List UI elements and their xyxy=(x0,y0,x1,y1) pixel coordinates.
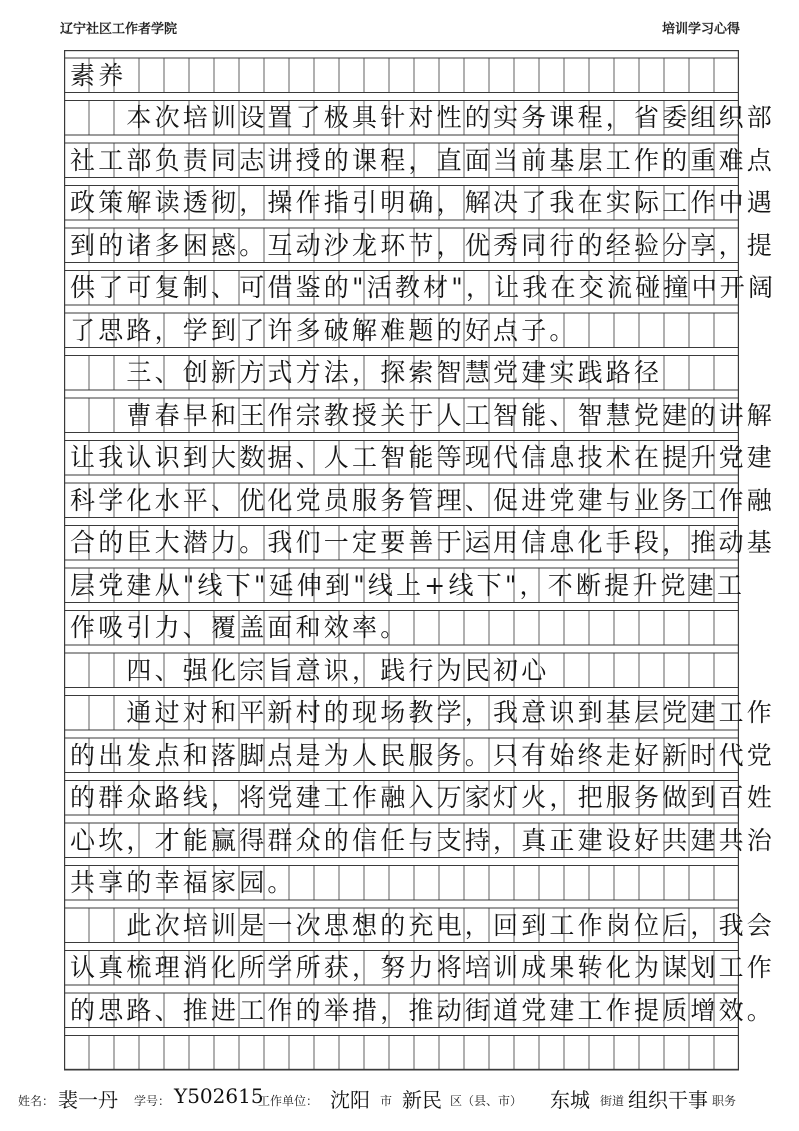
text-line: 心坎，才能赢得群众的信任与支持，真正建设好共建共治 xyxy=(70,825,776,855)
text-line: 此次培训是一次思想的充电，回到工作岗位后，我会 xyxy=(70,910,776,940)
unit-label: 工作单位： xyxy=(258,1094,319,1108)
city-label: 市 xyxy=(380,1094,393,1108)
text-line: 本次培训设置了极具针对性的实务课程，省委组织部 xyxy=(70,103,776,132)
text-line: 层党建从"线下"延伸到"线上+线下"，不断提升党建工 xyxy=(70,570,746,600)
text-line: 曹春早和王作宗教授关于人工智能、智慧党建的讲解 xyxy=(70,400,776,430)
id-value: Y502615 xyxy=(174,1084,264,1108)
name-value: 裴一丹 xyxy=(58,1088,118,1112)
text-line: 的思路、推进工作的举措，推动街道党建工作提质增效。 xyxy=(70,995,776,1025)
text-line: 作吸引力、覆盖面和效率。 xyxy=(70,613,409,642)
institute-name: 辽宁社区工作者学院 xyxy=(60,22,178,37)
name-label: 姓名： xyxy=(18,1094,55,1108)
text-line: 三、创新方式方法，探索智慧党建实践路径 xyxy=(70,358,663,387)
text-line: 供了可复制、可借鉴的"活教材"，让我在交流碰撞中开阔 xyxy=(70,273,777,302)
position-label: 职务 xyxy=(712,1094,737,1108)
city-value: 沈阳 xyxy=(330,1088,370,1112)
document-type: 培训学习心得 xyxy=(661,22,740,37)
text-line: 社工部负责同志讲授的课程，直面当前基层工作的重难点 xyxy=(70,145,776,175)
text-line: 的群众路线，将党建工作融入万家灯火，把服务做到百姓 xyxy=(70,783,776,812)
text-line: 四、强化宗旨意识，践行为民初心 xyxy=(70,655,550,685)
text-line: 通过对和平新村的现场教学，我意识到基层党建工作 xyxy=(70,698,776,727)
text-line: 到的诸多困惑。互动沙龙环节，优秀同行的经验分享，提 xyxy=(70,230,776,260)
street-value: 东城 xyxy=(550,1088,590,1112)
position-value: 组织干事 xyxy=(628,1088,708,1112)
grid-paper xyxy=(64,50,777,1072)
page-header xyxy=(60,18,740,38)
district-label: 区（县、市） xyxy=(450,1094,523,1108)
text-line: 让我认识到大数据、人工智能等现代信息技术在提升党建 xyxy=(70,443,776,472)
street-label: 街道 xyxy=(600,1094,625,1108)
text-line: 政策解读透彻，操作指引明确，解决了我在实际工作中遇 xyxy=(70,188,776,217)
text-line: 科学化水平、优化党员服务管理、促进党建与业务工作融 xyxy=(70,485,776,515)
text-line: 共享的幸福家园。 xyxy=(70,868,296,897)
text-line: 的出发点和落脚点是为人民服务。只有始终走好新时代党 xyxy=(70,740,776,770)
id-label: 学号： xyxy=(134,1094,171,1108)
district-value: 新民 xyxy=(402,1088,442,1112)
text-line: 了思路，学到了许多破解难题的好点子。 xyxy=(70,315,578,345)
text-line: 认真梳理消化所学所获，努力将培训成果转化为谋划工作 xyxy=(70,953,776,982)
footer-info xyxy=(18,1084,778,1114)
text-line: 素养 xyxy=(70,60,127,90)
text-line: 合的巨大潜力。我们一定要善于运用信息化手段，推动基 xyxy=(70,528,776,557)
